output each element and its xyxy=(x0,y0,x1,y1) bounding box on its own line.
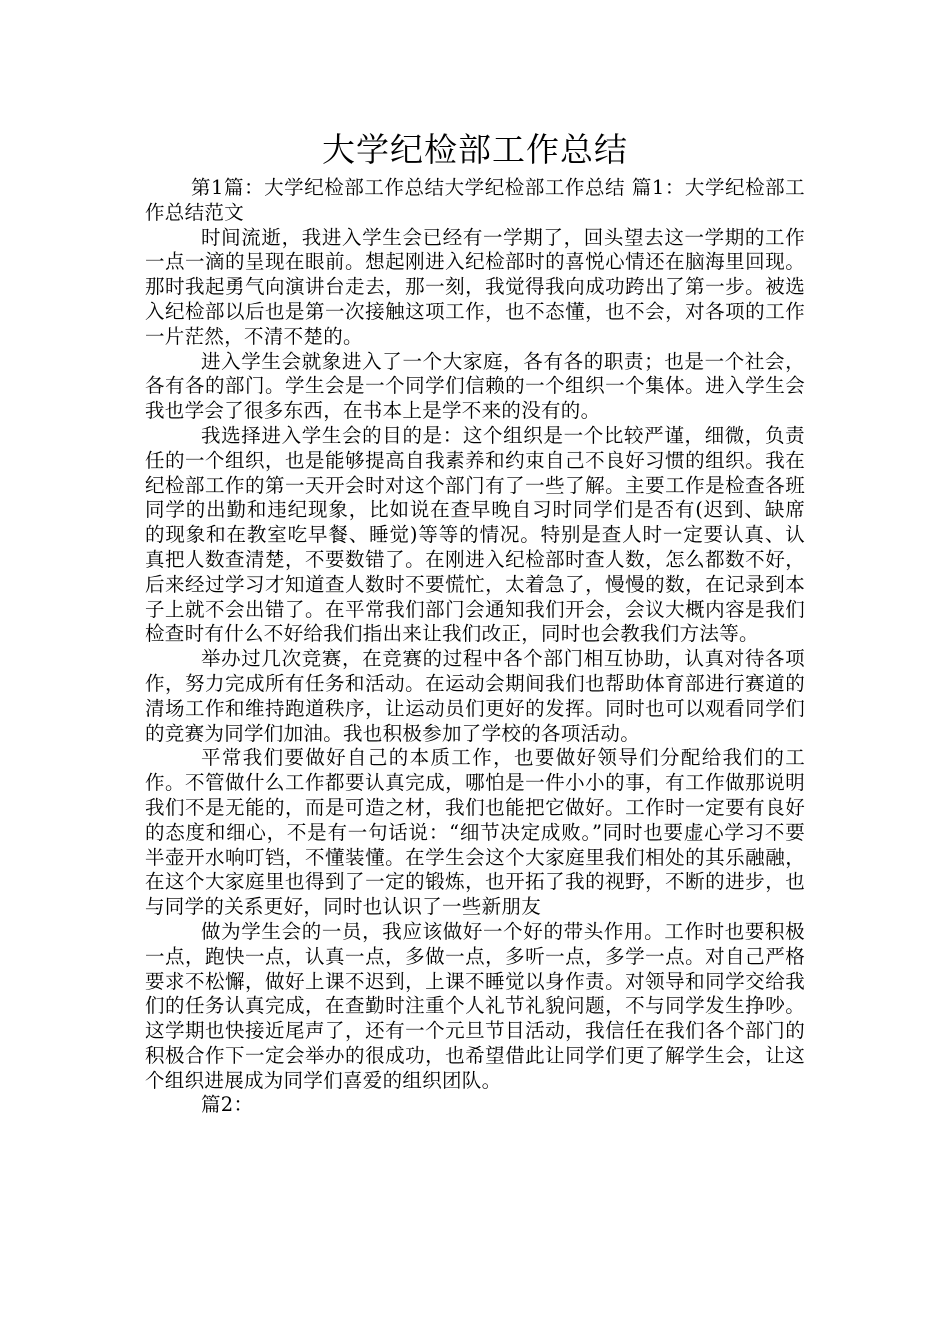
body-paragraph: 我选择进入学生会的目的是：这个组织是一个比较严谨，细微，负责任的一个组织，也是能够提高自我素养和约束自己不良好习惯的组织。我在纪检部工作的第一天开会时对这个部门有了一些了解。主要工作是检查各班同学的出勤和违纪现象，比如说在查早晚自习时同学们是否有(迟到、缺席的现象和在教室吃早餐、睡觉)等等的情况。特别是查人时一定要认真、认真把人数查清楚，不要数错了。在刚进入纪检部时查人数，怎么都数不好，后来经过学习才知道查人数时不要慌忙，太着急了，慢慢的数，在记录到本子上就不会出错了。在平常我们部门会通知我们开会，会议大概内容是我们检查时有什么不好给我们指出来让我们改正，同时也会教我们方法等。 xyxy=(145,423,805,646)
section-heading: 篇2： xyxy=(201,1093,254,1117)
body-paragraph: 做为学生会的一员，我应该做好一个好的带头作用。工作时也要积极一点，跑快一点，认真一点，多做一点，多听一点，多学一点。对自己严格要求不松懈，做好上课不迟到，上课不睡觉以身作责。对领导和同学交给我们的任务认真完成，在查勤时注重个人礼节礼貌问题，不与同学发生挣吵。 这学期也快接近尾声了，还有一个元旦节目活动，我信任在我们各个部门的积极合作下一定会举办的很成功，也希望借此让同学们更了解学生会，让这个组织进展成为同学们喜爱的组织团队。 xyxy=(145,919,805,1092)
body-paragraph: 时间流逝，我进入学生会已经有一学期了，回头望去这一学期的工作一点一滴的呈现在眼前。想起刚进入纪检部时的喜悦心情还在脑海里回现。那时我起勇气向演讲台走去，那一刻，我觉得我向成功跨出了第一步。被选入纪检部以后也是第一次接触这项工作，也不态懂，也不会，对各项的工作一片茫然，不清不楚的。 xyxy=(145,225,805,348)
body-paragraph: 进入学生会就象进入了一个大家庭，各有各的职责；也是一个社会，各有各的部门。学生会是一个同学们信赖的一个组织一个集体。进入学生会我也学会了很多东西，在书本上是学不来的没有的。 xyxy=(145,349,805,423)
document-title: 大学纪检部工作总结 xyxy=(322,130,628,169)
body-paragraph: 平常我们要做好自己的本质工作，也要做好领导们分配给我们的工作。不管做什么工作都要认真完成，哪怕是一件小小的事，有工作做那说明我们不是无能的，而是可造之材，我们也能把它做好。工作时一定要有良好的态度和细心，不是有一句话说：“细节决定成败。”同时也要虚心学习不要半壶开水响叮铛，不懂装懂。在学生会这个大家庭里我们相处的其乐融融，在这个大家庭里也得到了一定的锻炼，也开拓了我的视野，不断的进步，也与同学的关系更好，同时也认识了一些新朋友 xyxy=(145,746,805,919)
body-paragraph: 举办过几次竞赛，在竞赛的过程中各个部门相互协助，认真对待各项作，努力完成所有任务和活动。在运动会期间我们也帮助体育部进行赛道的清场工作和维持跑道秩序，让运动员们更好的发挥。同时也可以观看同学们的竞赛为同学们加油。我也积极参加了学校的各项活动。 xyxy=(145,647,805,745)
document-body xyxy=(145,176,805,1118)
intro-paragraph: 第1篇：大学纪检部工作总结大学纪检部工作总结 篇1：大学纪检部工作总结范文 xyxy=(145,176,805,224)
